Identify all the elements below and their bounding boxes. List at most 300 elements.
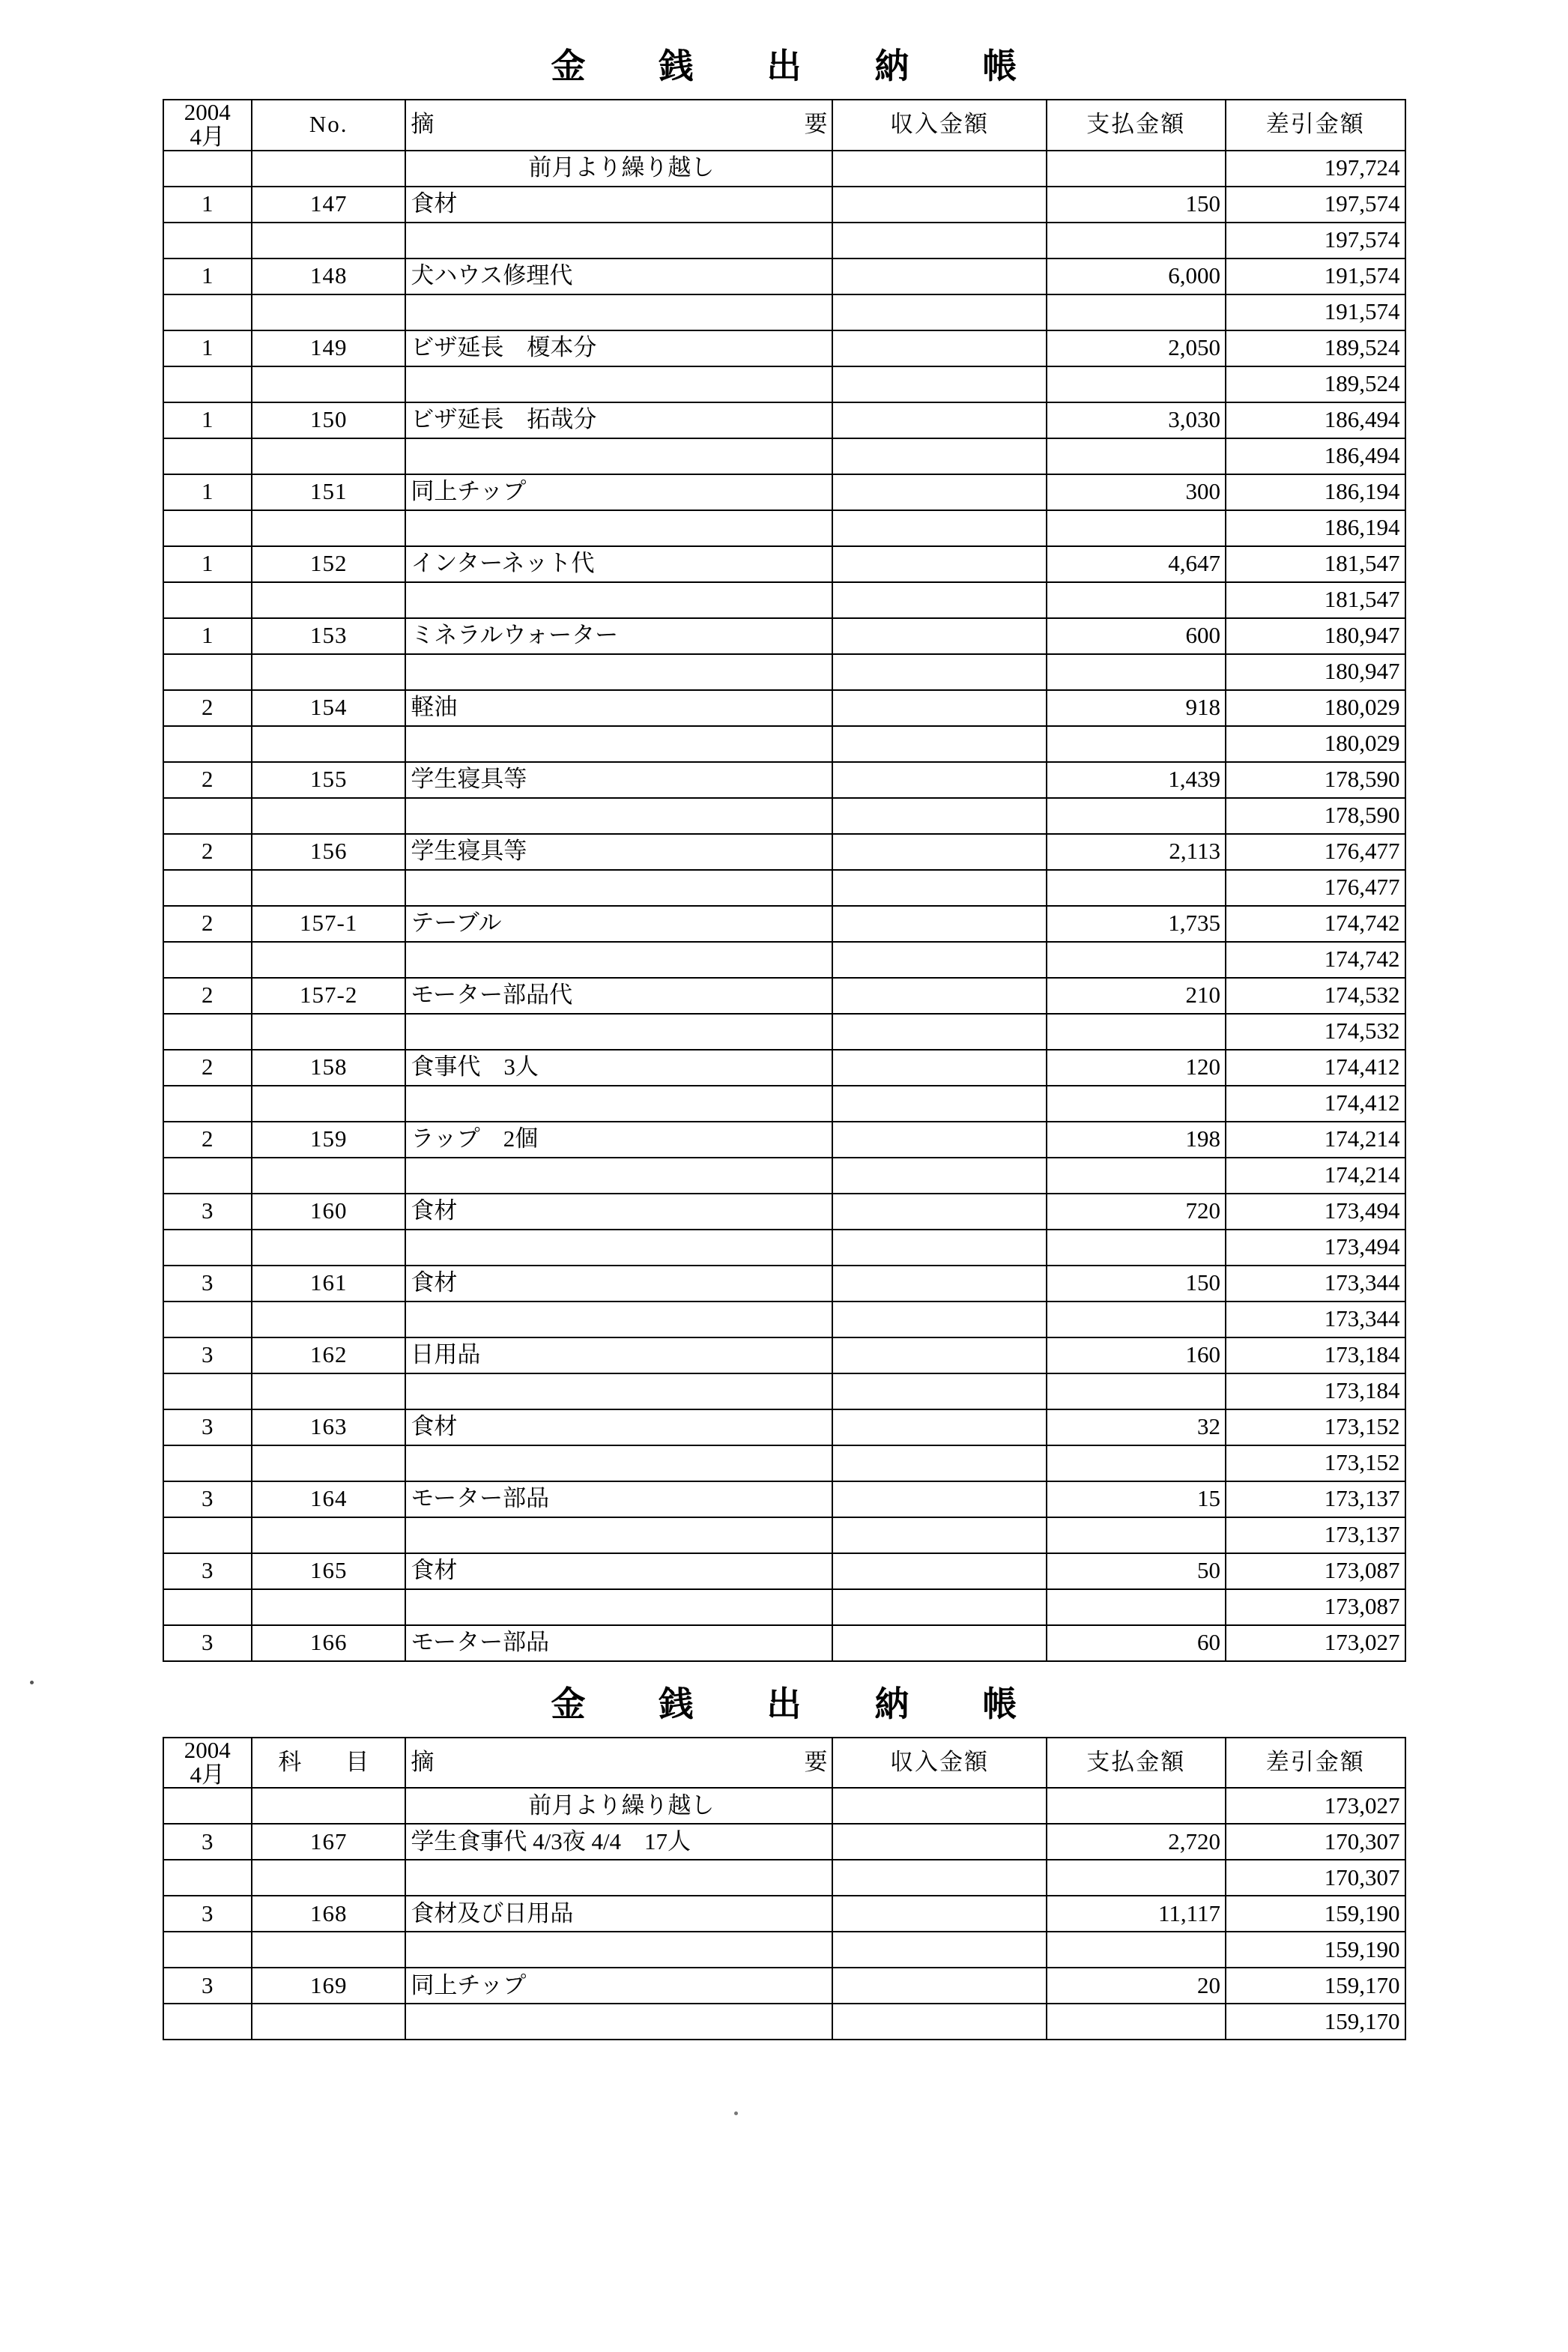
row-payment: 198 bbox=[1047, 1122, 1226, 1158]
header-payment: 支払金額 bbox=[1047, 100, 1226, 151]
row-description: 食材 bbox=[405, 1409, 832, 1445]
subrow-date bbox=[163, 1014, 252, 1050]
subrow-no bbox=[252, 942, 405, 978]
carry-income-cell bbox=[832, 1788, 1046, 1824]
subrow-no bbox=[252, 1230, 405, 1266]
row-no: 166 bbox=[252, 1625, 405, 1661]
subrow-income bbox=[832, 1445, 1046, 1481]
row-balance: 176,477 bbox=[1226, 834, 1405, 870]
subrow-income bbox=[832, 582, 1046, 618]
row-date: 2 bbox=[163, 1050, 252, 1086]
row-description: モーター部品 bbox=[405, 1625, 832, 1661]
subrow-income bbox=[832, 1932, 1046, 1968]
subrow-balance: 159,170 bbox=[1226, 2004, 1405, 2040]
subrow-date bbox=[163, 582, 252, 618]
row-description: 同上チップ bbox=[405, 1968, 832, 2004]
row-payment: 300 bbox=[1047, 474, 1226, 510]
subrow-date bbox=[163, 1373, 252, 1409]
subrow-description bbox=[405, 726, 832, 762]
row-income bbox=[832, 474, 1046, 510]
row-date: 3 bbox=[163, 1625, 252, 1661]
subrow-payment bbox=[1047, 1302, 1226, 1337]
subrow-description bbox=[405, 1517, 832, 1553]
subrow-no bbox=[252, 726, 405, 762]
subrow-payment bbox=[1047, 1932, 1226, 1968]
subrow-balance: 197,574 bbox=[1226, 223, 1405, 259]
subrow-income bbox=[832, 1373, 1046, 1409]
carry-over-label: 前月より繰り越し bbox=[405, 1788, 832, 1824]
row-payment: 600 bbox=[1047, 618, 1226, 654]
subrow-income bbox=[832, 1589, 1046, 1625]
table-subrow bbox=[163, 1445, 1405, 1481]
subrow-no bbox=[252, 223, 405, 259]
table-subrow bbox=[163, 1373, 1405, 1409]
row-date: 3 bbox=[163, 1481, 252, 1517]
row-payment: 15 bbox=[1047, 1481, 1226, 1517]
subrow-date bbox=[163, 870, 252, 906]
row-income bbox=[832, 690, 1046, 726]
subrow-income bbox=[832, 1014, 1046, 1050]
row-no: 156 bbox=[252, 834, 405, 870]
row-date: 1 bbox=[163, 187, 252, 223]
subrow-no bbox=[252, 582, 405, 618]
subrow-description bbox=[405, 1860, 832, 1896]
subrow-balance: 159,190 bbox=[1226, 1932, 1405, 1968]
row-no: 160 bbox=[252, 1194, 405, 1230]
subrow-income bbox=[832, 1860, 1046, 1896]
subrow-income bbox=[832, 294, 1046, 330]
row-income bbox=[832, 978, 1046, 1014]
subrow-date bbox=[163, 1589, 252, 1625]
table-row bbox=[163, 1481, 1405, 1517]
table-subrow bbox=[163, 1517, 1405, 1553]
row-date: 3 bbox=[163, 1337, 252, 1373]
table-row bbox=[163, 187, 1405, 223]
table-subrow bbox=[163, 1860, 1405, 1896]
table-subrow bbox=[163, 1086, 1405, 1122]
row-no: 147 bbox=[252, 187, 405, 223]
row-description: 食材 bbox=[405, 187, 832, 223]
table-subrow bbox=[163, 366, 1405, 402]
row-balance: 178,590 bbox=[1226, 762, 1405, 798]
table-subrow bbox=[163, 2004, 1405, 2040]
subrow-payment bbox=[1047, 2004, 1226, 2040]
row-description: モーター部品代 bbox=[405, 978, 832, 1014]
subrow-date bbox=[163, 1158, 252, 1194]
table-row bbox=[163, 690, 1405, 726]
row-balance: 173,344 bbox=[1226, 1266, 1405, 1302]
row-description: ラップ 2個 bbox=[405, 1122, 832, 1158]
row-income bbox=[832, 1409, 1046, 1445]
subrow-balance: 186,494 bbox=[1226, 438, 1405, 474]
row-payment: 120 bbox=[1047, 1050, 1226, 1086]
row-description: 学生寝具等 bbox=[405, 762, 832, 798]
table-header-row bbox=[163, 100, 1405, 151]
table-row bbox=[163, 1266, 1405, 1302]
subrow-description bbox=[405, 366, 832, 402]
row-income bbox=[832, 546, 1046, 582]
table-row bbox=[163, 1337, 1405, 1373]
subrow-description bbox=[405, 223, 832, 259]
table-row bbox=[163, 1409, 1405, 1445]
subrow-payment bbox=[1047, 366, 1226, 402]
table-subrow bbox=[163, 798, 1405, 834]
subrow-no bbox=[252, 1158, 405, 1194]
subrow-no bbox=[252, 1445, 405, 1481]
subrow-no bbox=[252, 1860, 405, 1896]
row-balance: 173,184 bbox=[1226, 1337, 1405, 1373]
row-date: 2 bbox=[163, 762, 252, 798]
subrow-balance: 173,494 bbox=[1226, 1230, 1405, 1266]
row-income bbox=[832, 1481, 1046, 1517]
subrow-no bbox=[252, 870, 405, 906]
row-payment: 50 bbox=[1047, 1553, 1226, 1589]
subrow-income bbox=[832, 366, 1046, 402]
row-income bbox=[832, 1337, 1046, 1373]
subrow-income bbox=[832, 942, 1046, 978]
row-description: モーター部品 bbox=[405, 1481, 832, 1517]
header-year: 2004 bbox=[184, 100, 231, 125]
subrow-description bbox=[405, 1932, 832, 1968]
subrow-balance: 173,087 bbox=[1226, 1589, 1405, 1625]
subrow-income bbox=[832, 2004, 1046, 2040]
subrow-date bbox=[163, 1230, 252, 1266]
header-date-cell bbox=[163, 100, 252, 151]
subrow-date bbox=[163, 438, 252, 474]
row-balance: 186,194 bbox=[1226, 474, 1405, 510]
row-payment: 1,735 bbox=[1047, 906, 1226, 942]
scan-artifact-dot-2 bbox=[734, 2111, 738, 2115]
header-month: 4月 bbox=[190, 1761, 225, 1788]
row-no: 162 bbox=[252, 1337, 405, 1373]
row-income bbox=[832, 402, 1046, 438]
row-date: 3 bbox=[163, 1266, 252, 1302]
subrow-date bbox=[163, 942, 252, 978]
ledger-table-2 bbox=[163, 1737, 1406, 2041]
subrow-payment bbox=[1047, 510, 1226, 546]
row-payment: 2,113 bbox=[1047, 834, 1226, 870]
row-income bbox=[832, 762, 1046, 798]
table-row bbox=[163, 1968, 1405, 2004]
header-payment: 支払金額 bbox=[1047, 1738, 1226, 1789]
subrow-date bbox=[163, 1860, 252, 1896]
row-description: 犬ハウス修理代 bbox=[405, 259, 832, 294]
row-date: 2 bbox=[163, 1122, 252, 1158]
table-subrow bbox=[163, 654, 1405, 690]
subrow-payment bbox=[1047, 726, 1226, 762]
row-date: 1 bbox=[163, 330, 252, 366]
row-income bbox=[832, 1896, 1046, 1932]
row-date: 3 bbox=[163, 1896, 252, 1932]
row-no: 158 bbox=[252, 1050, 405, 1086]
carry-no-cell bbox=[252, 151, 405, 187]
subrow-no bbox=[252, 2004, 405, 2040]
table-subrow bbox=[163, 870, 1405, 906]
subrow-date bbox=[163, 510, 252, 546]
subrow-date bbox=[163, 1445, 252, 1481]
carry-over-row bbox=[163, 1788, 1405, 1824]
subrow-balance: 173,184 bbox=[1226, 1373, 1405, 1409]
row-description: ミネラルウォーター bbox=[405, 618, 832, 654]
subrow-description bbox=[405, 1230, 832, 1266]
table-row bbox=[163, 402, 1405, 438]
subrow-date bbox=[163, 798, 252, 834]
row-income bbox=[832, 1968, 1046, 2004]
table-row bbox=[163, 618, 1405, 654]
table-subrow bbox=[163, 942, 1405, 978]
subrow-no bbox=[252, 294, 405, 330]
table-subrow bbox=[163, 1932, 1405, 1968]
header-description: 摘 要 bbox=[405, 1738, 832, 1789]
row-no: 157-1 bbox=[252, 906, 405, 942]
row-balance: 180,947 bbox=[1226, 618, 1405, 654]
row-payment: 32 bbox=[1047, 1409, 1226, 1445]
row-no: 154 bbox=[252, 690, 405, 726]
subrow-balance: 174,412 bbox=[1226, 1086, 1405, 1122]
row-description: 食事代 3人 bbox=[405, 1050, 832, 1086]
table-row bbox=[163, 1625, 1405, 1661]
row-balance: 170,307 bbox=[1226, 1824, 1405, 1860]
subrow-balance: 170,307 bbox=[1226, 1860, 1405, 1896]
table-row bbox=[163, 762, 1405, 798]
subrow-no bbox=[252, 1373, 405, 1409]
carry-payment-cell bbox=[1047, 151, 1226, 187]
row-description: 食材 bbox=[405, 1194, 832, 1230]
subrow-date bbox=[163, 1302, 252, 1337]
subrow-payment bbox=[1047, 1860, 1226, 1896]
row-date: 1 bbox=[163, 546, 252, 582]
subrow-no bbox=[252, 510, 405, 546]
row-payment: 150 bbox=[1047, 187, 1226, 223]
row-balance: 173,137 bbox=[1226, 1481, 1405, 1517]
header-income: 収入金額 bbox=[832, 1738, 1046, 1789]
table-row bbox=[163, 546, 1405, 582]
row-no: 155 bbox=[252, 762, 405, 798]
subrow-payment bbox=[1047, 1445, 1226, 1481]
row-balance: 174,412 bbox=[1226, 1050, 1405, 1086]
subrow-income bbox=[832, 870, 1046, 906]
subrow-payment bbox=[1047, 870, 1226, 906]
table-row bbox=[163, 1122, 1405, 1158]
row-payment: 160 bbox=[1047, 1337, 1226, 1373]
subrow-income bbox=[832, 223, 1046, 259]
row-date: 2 bbox=[163, 978, 252, 1014]
subrow-no bbox=[252, 366, 405, 402]
row-balance: 191,574 bbox=[1226, 259, 1405, 294]
table-row bbox=[163, 1553, 1405, 1589]
header-month: 4月 bbox=[190, 123, 225, 150]
subrow-description bbox=[405, 1086, 832, 1122]
row-income bbox=[832, 906, 1046, 942]
subrow-description bbox=[405, 1589, 832, 1625]
subrow-date bbox=[163, 726, 252, 762]
subrow-income bbox=[832, 438, 1046, 474]
row-date: 2 bbox=[163, 834, 252, 870]
header-no: No. bbox=[252, 100, 405, 151]
table-subrow bbox=[163, 1014, 1405, 1050]
row-balance: 186,494 bbox=[1226, 402, 1405, 438]
subrow-description bbox=[405, 294, 832, 330]
subrow-date bbox=[163, 294, 252, 330]
row-description: 同上チップ bbox=[405, 474, 832, 510]
header-income: 収入金額 bbox=[832, 100, 1046, 151]
row-payment: 2,720 bbox=[1047, 1824, 1226, 1860]
subrow-no bbox=[252, 1517, 405, 1553]
subrow-date bbox=[163, 1086, 252, 1122]
row-payment: 20 bbox=[1047, 1968, 1226, 2004]
carry-over-label: 前月より繰り越し bbox=[405, 151, 832, 187]
row-income bbox=[832, 1050, 1046, 1086]
row-balance: 181,547 bbox=[1226, 546, 1405, 582]
subrow-income bbox=[832, 798, 1046, 834]
row-no: 161 bbox=[252, 1266, 405, 1302]
row-no: 165 bbox=[252, 1553, 405, 1589]
subrow-date bbox=[163, 654, 252, 690]
row-no: 167 bbox=[252, 1824, 405, 1860]
row-income bbox=[832, 187, 1046, 223]
subrow-no bbox=[252, 1086, 405, 1122]
table-row bbox=[163, 259, 1405, 294]
table-row bbox=[163, 1194, 1405, 1230]
row-income bbox=[832, 1194, 1046, 1230]
row-balance: 189,524 bbox=[1226, 330, 1405, 366]
row-date: 3 bbox=[163, 1968, 252, 2004]
table-subrow bbox=[163, 223, 1405, 259]
subrow-description bbox=[405, 942, 832, 978]
table-subrow bbox=[163, 726, 1405, 762]
table-subrow bbox=[163, 1589, 1405, 1625]
carry-income-cell bbox=[832, 151, 1046, 187]
subrow-balance: 186,194 bbox=[1226, 510, 1405, 546]
page-title-2: 金 銭 出 納 帳 bbox=[551, 1684, 1037, 1723]
row-payment: 918 bbox=[1047, 690, 1226, 726]
subrow-payment bbox=[1047, 1230, 1226, 1266]
subrow-description bbox=[405, 438, 832, 474]
row-income bbox=[832, 1553, 1046, 1589]
table-subrow bbox=[163, 294, 1405, 330]
row-payment: 11,117 bbox=[1047, 1896, 1226, 1932]
table-subrow bbox=[163, 1230, 1405, 1266]
subrow-balance: 191,574 bbox=[1226, 294, 1405, 330]
row-payment: 720 bbox=[1047, 1194, 1226, 1230]
subrow-balance: 173,137 bbox=[1226, 1517, 1405, 1553]
row-balance: 174,742 bbox=[1226, 906, 1405, 942]
subrow-balance: 176,477 bbox=[1226, 870, 1405, 906]
row-balance: 173,027 bbox=[1226, 1625, 1405, 1661]
row-date: 2 bbox=[163, 906, 252, 942]
table-row bbox=[163, 978, 1405, 1014]
table-subrow bbox=[163, 1302, 1405, 1337]
table-header-row bbox=[163, 1738, 1405, 1789]
row-no: 153 bbox=[252, 618, 405, 654]
row-no: 149 bbox=[252, 330, 405, 366]
subrow-payment bbox=[1047, 942, 1226, 978]
row-payment: 1,439 bbox=[1047, 762, 1226, 798]
row-description: インターネット代 bbox=[405, 546, 832, 582]
carry-over-row bbox=[163, 151, 1405, 187]
subrow-income bbox=[832, 1302, 1046, 1337]
subrow-income bbox=[832, 510, 1046, 546]
row-description: ビザ延長 榎本分 bbox=[405, 330, 832, 366]
subrow-description bbox=[405, 2004, 832, 2040]
carry-over-balance: 173,027 bbox=[1226, 1788, 1405, 1824]
subrow-no bbox=[252, 1302, 405, 1337]
row-balance: 173,494 bbox=[1226, 1194, 1405, 1230]
ledger-table-1 bbox=[163, 99, 1406, 1662]
row-description: 食材 bbox=[405, 1266, 832, 1302]
row-description: 学生寝具等 bbox=[405, 834, 832, 870]
carry-payment-cell bbox=[1047, 1788, 1226, 1824]
subrow-date bbox=[163, 1932, 252, 1968]
subrow-balance: 180,947 bbox=[1226, 654, 1405, 690]
row-payment: 6,000 bbox=[1047, 259, 1226, 294]
row-no: 159 bbox=[252, 1122, 405, 1158]
row-income bbox=[832, 1625, 1046, 1661]
subrow-income bbox=[832, 1086, 1046, 1122]
row-date: 3 bbox=[163, 1824, 252, 1860]
subrow-no bbox=[252, 1014, 405, 1050]
row-no: 148 bbox=[252, 259, 405, 294]
row-payment: 3,030 bbox=[1047, 402, 1226, 438]
subrow-no bbox=[252, 798, 405, 834]
row-no: 150 bbox=[252, 402, 405, 438]
subrow-payment bbox=[1047, 223, 1226, 259]
subrow-date bbox=[163, 223, 252, 259]
table-row bbox=[163, 1050, 1405, 1086]
subrow-description bbox=[405, 582, 832, 618]
scan-artifact-dot bbox=[30, 1681, 34, 1684]
row-balance: 197,574 bbox=[1226, 187, 1405, 223]
row-description: 食材及び日用品 bbox=[405, 1896, 832, 1932]
subrow-no bbox=[252, 654, 405, 690]
header-year: 2004 bbox=[184, 1737, 231, 1763]
row-income bbox=[832, 1824, 1046, 1860]
subrow-income bbox=[832, 654, 1046, 690]
subrow-description bbox=[405, 654, 832, 690]
row-no: 163 bbox=[252, 1409, 405, 1445]
row-payment: 2,050 bbox=[1047, 330, 1226, 366]
row-payment: 150 bbox=[1047, 1266, 1226, 1302]
row-balance: 173,152 bbox=[1226, 1409, 1405, 1445]
subrow-payment bbox=[1047, 798, 1226, 834]
subrow-income bbox=[832, 1517, 1046, 1553]
row-description: 軽油 bbox=[405, 690, 832, 726]
row-no: 164 bbox=[252, 1481, 405, 1517]
subrow-balance: 173,344 bbox=[1226, 1302, 1405, 1337]
row-description: 食材 bbox=[405, 1553, 832, 1589]
subrow-payment bbox=[1047, 1086, 1226, 1122]
subrow-description bbox=[405, 870, 832, 906]
row-description: 日用品 bbox=[405, 1337, 832, 1373]
subrow-payment bbox=[1047, 1589, 1226, 1625]
row-date: 3 bbox=[163, 1409, 252, 1445]
subrow-payment bbox=[1047, 654, 1226, 690]
row-balance: 174,532 bbox=[1226, 978, 1405, 1014]
subrow-balance: 173,152 bbox=[1226, 1445, 1405, 1481]
row-income bbox=[832, 1266, 1046, 1302]
subrow-description bbox=[405, 510, 832, 546]
row-no: 169 bbox=[252, 1968, 405, 2004]
row-balance: 173,087 bbox=[1226, 1553, 1405, 1589]
row-description: ビザ延長 拓哉分 bbox=[405, 402, 832, 438]
row-no: 157-2 bbox=[252, 978, 405, 1014]
subrow-balance: 180,029 bbox=[1226, 726, 1405, 762]
table-row bbox=[163, 330, 1405, 366]
row-payment: 210 bbox=[1047, 978, 1226, 1014]
carry-no-cell bbox=[252, 1788, 405, 1824]
carry-over-balance: 197,724 bbox=[1226, 151, 1405, 187]
subrow-income bbox=[832, 1230, 1046, 1266]
